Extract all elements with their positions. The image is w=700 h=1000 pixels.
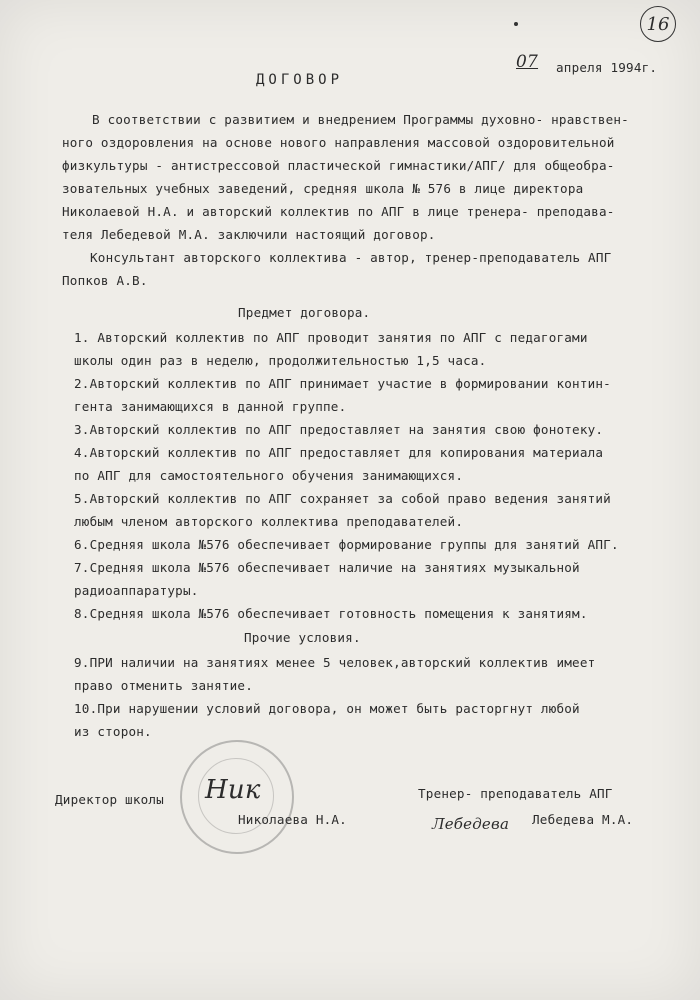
clause-line: 6.Средняя школа №576 обеспечивает формирование группы для занятий АПГ. [74,537,619,552]
clause-line: 2.Авторский коллектив по АПГ принимает участие в формировании контин- [74,376,611,391]
signature-right-name: Лебедева М.А. [532,812,634,827]
clause-line: 9.ПРИ наличии на занятиях менее 5 человек,авторский коллектив имеет [74,655,596,670]
date-day: 07 [516,52,539,72]
clause-line: по АПГ для самостоятельного обучения занимающихся. [74,468,464,483]
intro-line: ного оздоровления на основе нового направления массовой оздоровительной [62,135,615,150]
clause-line: 3.Авторский коллектив по АПГ предоставляет на занятия свою фонотеку. [74,422,604,437]
intro-line: В соответствии с развитием и внедрением Программы духовно- нравствен- [92,112,629,127]
signature-right-role: Тренер- преподаватель АПГ [418,786,613,801]
clause-line: радиоаппаратуры. [74,583,199,598]
clause-line: любым членом авторского коллектива преподавателей. [74,514,464,529]
intro-line: Николаевой Н.А. и авторский коллектив по АПГ в лице тренера- преподава- [62,204,615,219]
clause-line: 7.Средняя школа №576 обеспечивает наличие на занятиях музыкальной [74,560,580,575]
clause-line: школы один раз в неделю, продолжительностью 1,5 часа. [74,353,487,368]
signature-left-name: Николаева Н.А. [238,812,347,827]
intro-line: зовательных учебных заведений, средняя школа № 576 в лице директора [62,181,584,196]
consultant-line: Консультант авторского коллектива - автор, тренер-преподаватель АПГ [90,250,612,265]
section-title: Предмет договора. [238,305,371,320]
intro-line: физкультуры - антистрессовой пластической гимнастики/АПГ/ для общеобра- [62,158,615,173]
clause-line: право отменить занятие. [74,678,253,693]
page-number: 16 [640,6,676,42]
clause-line: 10.При нарушении условий договора, он может быть расторгнут любой [74,701,580,716]
clause-line: 4.Авторский коллектив по АПГ предоставляет для копирования материала [74,445,604,460]
signature-left-role: Директор школы [55,792,164,807]
clause-line: 8.Средняя школа №576 обеспечивает готовность помещения к занятиям. [74,606,588,621]
date-rest: апреля 1994г. [556,60,658,75]
signature-right: Лебедева [432,815,510,833]
clause-line: 5.Авторский коллектив по АПГ сохраняет за собой право ведения занятий [74,491,611,506]
ink-speck [514,22,518,26]
document-title: ДОГОВОР [256,72,344,88]
signature-left: Ник [205,775,261,805]
intro-line: теля Лебедевой М.А. заключили настоящий договор. [62,227,436,242]
clause-line: из сторон. [74,724,152,739]
section-title: Прочие условия. [244,630,361,645]
consultant-line: Попков А.В. [62,273,148,288]
clause-line: 1. Авторский коллектив по АПГ проводит занятия по АПГ с педагогами [74,330,588,345]
clause-line: гента занимающихся в данной группе. [74,399,347,414]
